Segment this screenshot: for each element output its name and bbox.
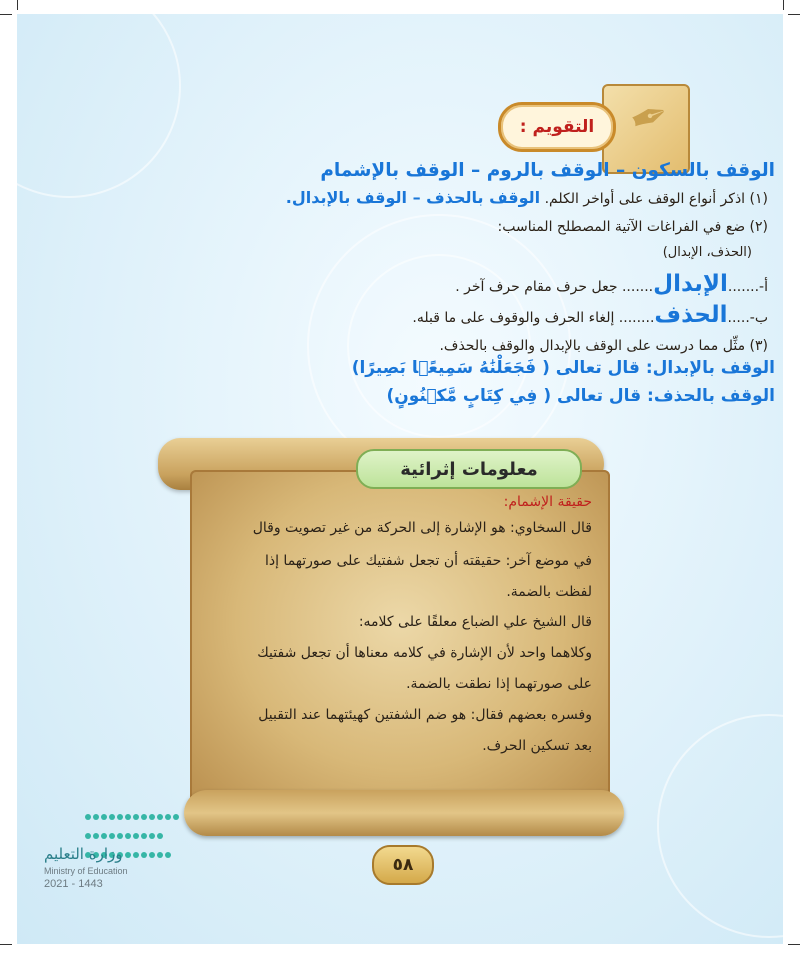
q3-answer2: الوقف بالحذف: قال تعالى ( فِي كِتَابٍ مَّكۡنُونٍ) <box>386 386 775 406</box>
q2-instruction: (٢) ضع في الفراغات الآتية المصطلح المناسب: <box>497 219 768 235</box>
scroll-roll-bottom <box>184 790 624 836</box>
q2-item-a <box>455 271 768 297</box>
q2-item-b <box>412 302 768 328</box>
ministry-name-en: Ministry of Education <box>44 866 128 876</box>
q1-question: (١) اذكر أنواع الوقف على أواخر الكلم. <box>544 191 768 207</box>
q1-answer-line2: الوقف بالحذف – الوقف بالإبدال. <box>285 188 541 207</box>
crop-mark <box>17 0 18 10</box>
enrichment-line: على صورتهما إذا نطقت بالضمة. <box>406 676 592 692</box>
crop-mark <box>0 944 12 945</box>
enrichment-line: وفسره بعضهم فقال: هو ضم الشفتين كهيئتهما عند التقبيل <box>258 707 592 723</box>
q2-a-suffix: ....... جعل حرف مقام حرف آخر . <box>455 279 654 295</box>
crop-mark <box>0 14 12 15</box>
enrichment-line: في موضع آخر: حقيقته أن تجعل شفتيك على صورتهما إذا <box>264 553 592 569</box>
q2-b-answer: الحذف <box>654 302 728 328</box>
crop-mark <box>783 0 784 10</box>
enrichment-line: قال السخاوي: هو الإشارة إلى الحركة من غير تصويت وقال <box>252 520 592 536</box>
q2-a-prefix: أ-....... <box>727 279 768 295</box>
q2-options: (الحذف، الإبدال) <box>662 245 752 260</box>
q1-answer-line1: الوقف بالسكون – الوقف بالروم – الوقف بالإشمام <box>320 160 775 181</box>
enrichment-line: بعد تسكين الحرف. <box>482 738 592 754</box>
ministry-year: 2021 - 1443 <box>44 878 103 890</box>
quill-icon: ✒ <box>621 85 677 149</box>
background-ornament <box>17 14 181 198</box>
section-title: التقويم : <box>498 102 616 152</box>
enrichment-line: قال الشيخ علي الضباع معلقًا على كلامه: <box>358 614 592 630</box>
ministry-name-ar: وزارة التعليم <box>44 845 123 863</box>
crop-mark <box>788 14 800 15</box>
enrichment-heading: حقيقة الإشمام: <box>503 494 592 510</box>
q3-instruction: (٣) مثِّل مما درست على الوقف بالإبدال والوقف بالحذف. <box>439 338 768 354</box>
q2-b-suffix: ........ إلغاء الحرف والوقوف على ما قبله. <box>412 310 655 326</box>
enrichment-banner: معلومات إثرائية <box>356 449 582 489</box>
enrichment-line: وكلاهما واحد لأن الإشارة في كلامه معناها أن تجعل شفتيك <box>257 645 592 661</box>
crop-mark <box>788 944 800 945</box>
q2-b-prefix: ب-..... <box>727 310 768 326</box>
q2-a-answer: الإبدال <box>653 271 728 297</box>
background-ornament <box>657 714 783 938</box>
page-number: ٥٨ <box>372 845 434 885</box>
enrichment-line: لفظت بالضمة. <box>506 584 592 600</box>
q3-answer1: الوقف بالإبدال: قال تعالى ( فَجَعَلْنَٰهُ سَمِيعًۢا بَصِيرًا) <box>351 358 775 378</box>
q1-row <box>286 188 768 207</box>
